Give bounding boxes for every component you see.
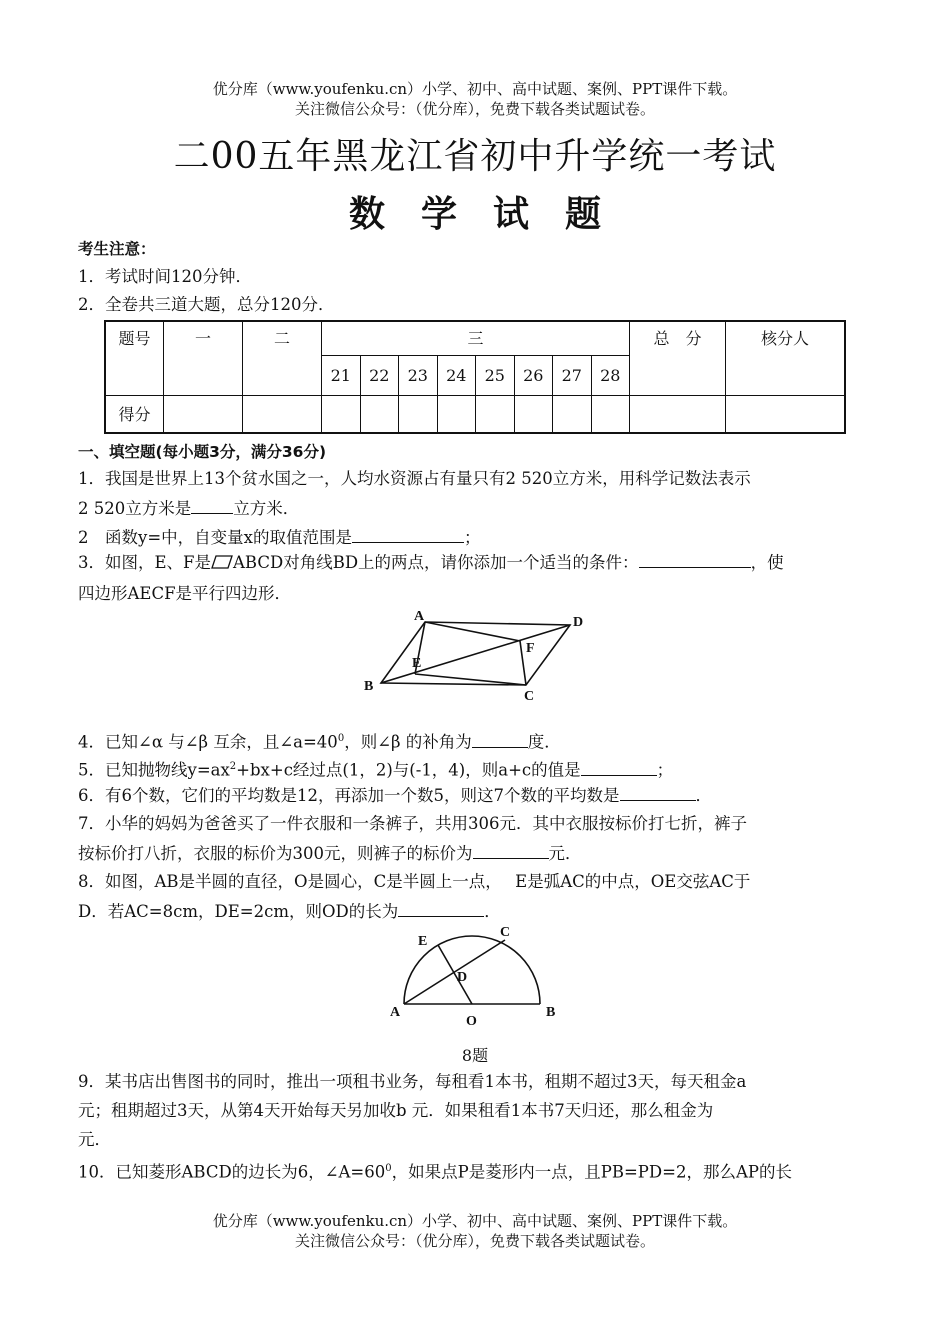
parallelogram-icon (211, 555, 233, 569)
q3-answer-blank[interactable] (639, 551, 751, 568)
score-cell[interactable] (514, 395, 553, 433)
q5-answer-blank[interactable] (581, 759, 657, 776)
q8-text-end: ． (484, 902, 501, 921)
fig3-label-b: B (364, 679, 374, 694)
score-table (104, 320, 846, 434)
score-cell[interactable] (591, 395, 630, 433)
section1-heading: 一、填空题(每小题3分，满分36分) (78, 443, 327, 461)
q1-text: 2 520立方米是 (78, 499, 192, 518)
score-cell[interactable] (630, 395, 726, 433)
q4-answer-blank[interactable] (472, 731, 528, 748)
q10-text: 10．已知菱形ABCD的边长为6，∠A=60 (78, 1162, 386, 1182)
score-cell[interactable] (399, 395, 438, 433)
col-section-3: 三 (322, 321, 630, 355)
q3-text-end: ，使 (750, 553, 784, 572)
sub-col: 28 (591, 355, 630, 395)
q9-line-1: 9．某书店出售图书的同时，推出一项租书业务，每租看1本书，租期不超过3天，每天租金a (78, 1072, 747, 1091)
score-cell[interactable] (553, 395, 592, 433)
q1-text-end: 立方米． (233, 499, 300, 518)
q5-line (78, 756, 878, 782)
exam-title: 二00五年黑龙江省初中升学统一考试 (173, 136, 777, 177)
q4-line (78, 728, 878, 754)
q2-answer-blank[interactable] (352, 526, 464, 543)
sub-col: 26 (514, 355, 553, 395)
notice-item-1: 1．考试时间120分钟． (78, 267, 252, 286)
col-tihao: 题号 (105, 321, 164, 395)
q7-line-1: 7．小华的妈妈为爸爸买了一件衣服和一条裤子，共用306元．其中衣服按标价打七折，裤子 (78, 814, 747, 833)
fig8-caption: 8题 (461, 1046, 489, 1065)
q4-text-mid: ，则∠β 的补角为 (344, 732, 472, 752)
fig8-label-d: D (457, 970, 468, 985)
q8-text: D．若AC=8cm，DE=2cm，则OD的长为 (78, 902, 399, 921)
q6-text: 6．有6个数，它们的平均数是12，再添加一个数5，则这7个数的平均数是 (78, 786, 620, 805)
q2-text-end: ； (463, 528, 481, 547)
q3-text-mid: ABCD对角线BD上的两点，请你添加一个适当的条件： (233, 553, 639, 572)
q2-text: 2 函数y=中，自变量x的取值范围是 (78, 528, 352, 547)
fig8-label-o: O (466, 1014, 477, 1028)
exam-subtitle: 数学试题 (348, 193, 637, 235)
q3-parallelogram-figure (360, 604, 600, 704)
score-cell[interactable] (243, 395, 322, 433)
score-cell[interactable] (322, 395, 361, 433)
q6-text-end: ． (695, 786, 712, 805)
col-total: 总 分 (630, 321, 726, 395)
q1-line-1: 1．我国是世界上13个贫水国之一，人均水资源占有量只有2 520立方米，用科学记数法表示 (78, 469, 751, 488)
fig3-label-c: C (524, 689, 535, 704)
sub-col: 23 (399, 355, 438, 395)
q9-line-2: 元；租期超过3天，从第4天开始每天另加收b 元．如果租看1本书7天归还，那么租金为 (78, 1101, 714, 1120)
q10-degree: 0 (385, 1163, 392, 1174)
col-section-2: 二 (243, 321, 322, 395)
fig3-label-d: D (573, 615, 584, 630)
q8-line-1: 8．如图，AB是半圆的直径，O是圆心，C是半圆上一点， E是弧AC的中点，OE交弦AC于 (78, 872, 751, 891)
fig8-label-e: E (418, 934, 428, 949)
q7-text: 按标价打八折，衣服的标价为300元，则裤子的标价为 (78, 844, 473, 863)
col-checker: 核分人 (726, 321, 846, 395)
fig3-label-a: A (414, 609, 425, 624)
q5-text-end: ； (656, 760, 674, 780)
chord-ac (404, 940, 505, 1004)
q6-line (78, 784, 878, 807)
q10-line (78, 1158, 878, 1184)
q1-answer-blank[interactable] (191, 497, 233, 514)
q3-line-2: 四边形AECF是平行四边形． (78, 584, 292, 603)
q3-text: 3．如图，E、F是 (78, 553, 211, 572)
q8-semicircle-figure (380, 918, 570, 1028)
score-cell[interactable] (360, 395, 399, 433)
fig3-label-f: F (526, 641, 535, 656)
q9-line-3: 元． (78, 1130, 111, 1149)
q4-text: 4．已知∠α 与∠β 互余，且∠a=40 (78, 732, 338, 752)
q4-degree: 0 (337, 733, 345, 744)
q5-text: 5．已知抛物线y=ax (78, 760, 230, 780)
sub-col: 21 (322, 355, 361, 395)
segment-af (425, 622, 520, 641)
q10-text-end: ，如果点P是菱形内一点，且PB=PD=2，那么AP的长 (391, 1162, 792, 1182)
score-cell[interactable] (437, 395, 476, 433)
q6-answer-blank[interactable] (620, 784, 696, 801)
notice-heading: 考生注意： (78, 240, 156, 258)
score-cell[interactable] (164, 395, 243, 433)
q7-line-2 (78, 842, 878, 865)
diagonal-bd (381, 625, 570, 683)
row-score-label: 得分 (105, 395, 164, 433)
col-section-1: 一 (164, 321, 243, 395)
sub-col: 24 (437, 355, 476, 395)
header-line-2: 关注微信公众号：（优分库），免费下载各类试题试卷。 (294, 100, 655, 118)
q8-answer-blank[interactable] (398, 900, 484, 917)
header-line-1: 优分库（www.youfenku.cn）小学、初中、高中试题、案例、PPT课件下载。 (212, 80, 738, 98)
fig8-label-c: C (500, 925, 511, 940)
fig3-label-e: E (412, 656, 422, 671)
q7-answer-blank[interactable] (473, 842, 549, 859)
q5-exponent: 2 (229, 761, 237, 772)
q2-line (78, 526, 878, 549)
footer-line-1: 优分库（www.youfenku.cn）小学、初中、高中试题、案例、PPT课件下载。 (212, 1212, 738, 1230)
fig8-label-a: A (390, 1005, 401, 1020)
q7-text-end: 元． (548, 844, 582, 863)
notice-item-2: 2．全卷共三道大题，总分120分． (78, 295, 335, 314)
q3-line-1 (78, 551, 878, 574)
sub-col: 22 (360, 355, 399, 395)
q1-line-2 (78, 497, 878, 520)
q5-text-mid: +bx+c经过点(1，2)与(-1，4)，则a+c的值是 (236, 760, 581, 780)
sub-col: 25 (476, 355, 515, 395)
score-cell[interactable] (476, 395, 515, 433)
fig8-label-b: B (546, 1005, 556, 1020)
footer-line-2: 关注微信公众号：（优分库），免费下载各类试题试卷。 (294, 1232, 655, 1250)
q4-text-end: 度． (527, 732, 561, 752)
sub-col: 27 (553, 355, 592, 395)
score-cell[interactable] (726, 395, 846, 433)
